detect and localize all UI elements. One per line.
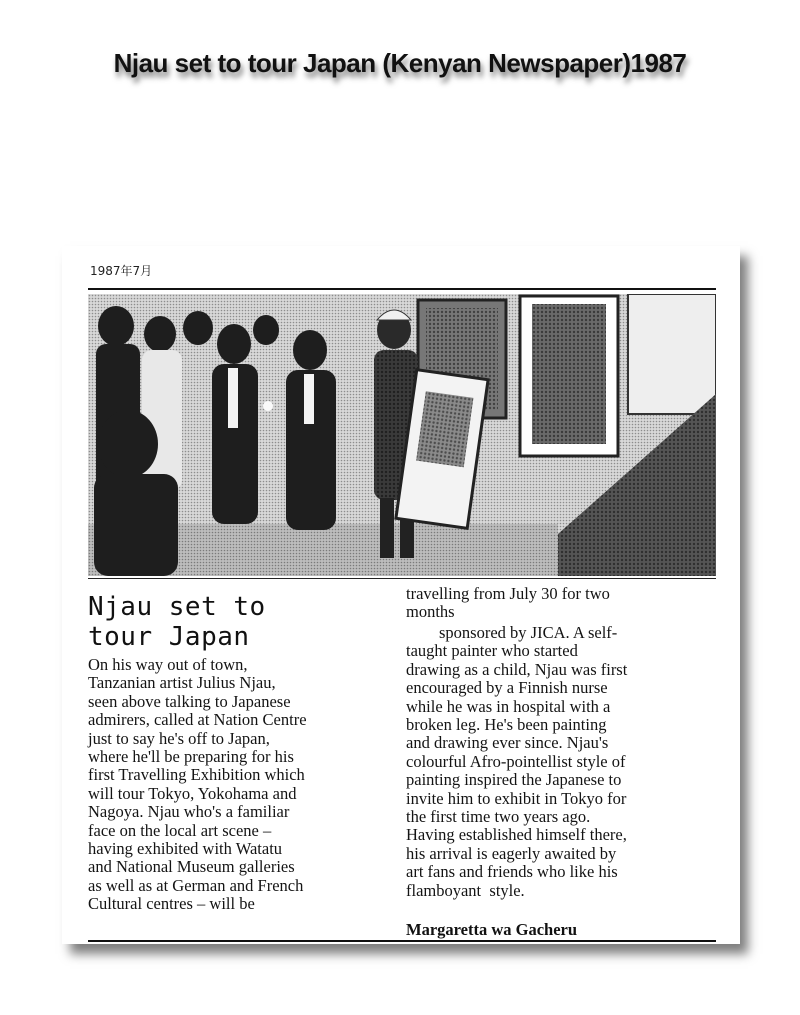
- newspaper-clipping: [62, 246, 740, 944]
- page-title: Njau set to tour Japan (Kenyan Newspaper)1987: [113, 48, 687, 78]
- article-column-1: On his way out of town, Tanzanian artist Julius Njau, seen above talking to Japanese admirers, called at Nation Centre just to say he's off to Japan, where he'll be preparing for his first Travelling Exhibition which will tour Tokyo, Yokohama and Nagoya. Njau who's a familiar face on the local art scene – having exhibited with Watatu and National Museum galleries as well as at German and French Cultural centres – will be: [88, 655, 307, 914]
- top-rule: [88, 288, 716, 290]
- newspaper-photo: [88, 294, 716, 576]
- article-headline: [88, 592, 388, 652]
- article-byline: Margaretta wa Gacheru: [406, 920, 578, 939]
- headline-line-2: tour Japan: [88, 622, 250, 652]
- headline-line-1: Njau set to: [88, 592, 266, 622]
- bottom-rule: [88, 940, 716, 942]
- photo-rule: [88, 578, 716, 579]
- article-column-2-body: sponsored by JICA. A self- taught painter who started drawing as a child, Njau was first encouraged by a Finnish nurse while he was in hospital with a broken leg. He's been painting and drawing ever since. Njau's colourful Afro-pointellist style of painting inspired the Japanese to invite him to exhibit in Tokyo for the first time two years ago. Having established himself there, his arrival is eagerly awaited by art fans and friends who like his flamboyant style.: [406, 623, 628, 900]
- article-column-2-top: travelling from July 30 for two months: [406, 584, 610, 622]
- date-stamp: 1987年7月: [90, 264, 153, 278]
